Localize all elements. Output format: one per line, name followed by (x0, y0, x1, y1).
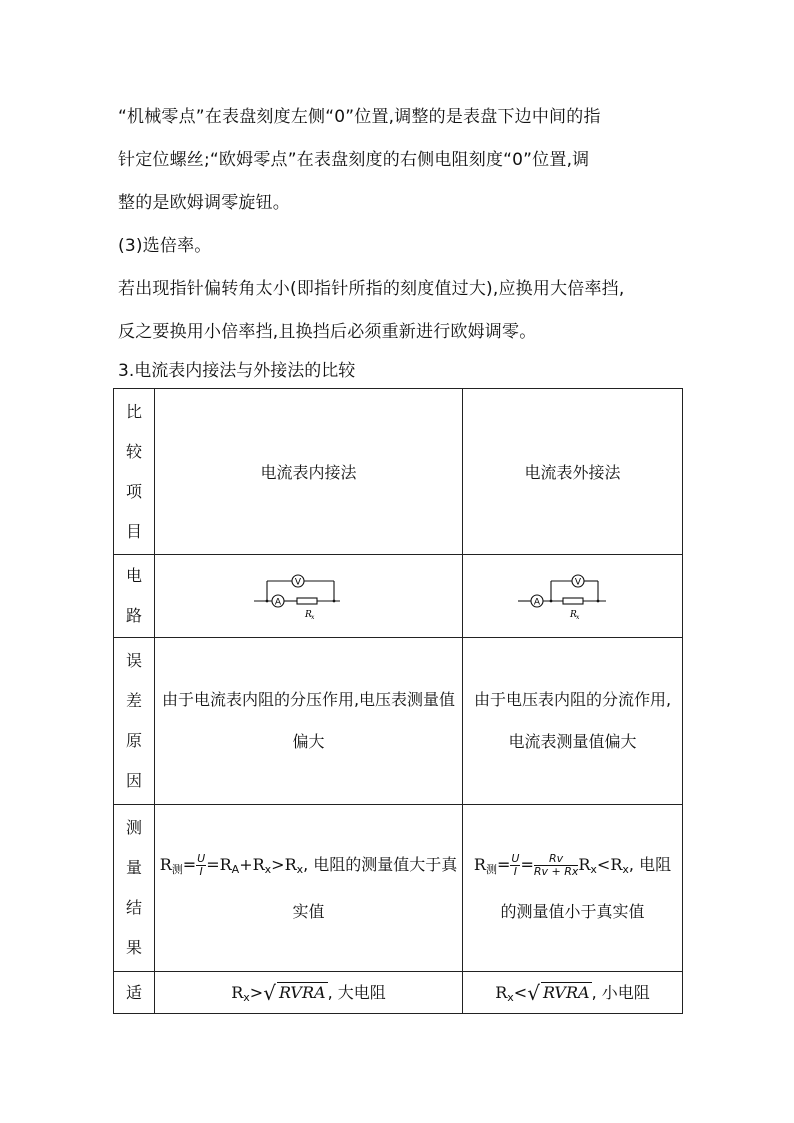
error-internal: 由于电流表内阻的分压作用,电压表测量值偏大 (155, 638, 463, 805)
section-title: 3.电流表内接法与外接法的比较 (118, 361, 356, 381)
rule-line-2: 反之要换用小倍率挡,且换挡后必须重新进行欧姆调零。 (118, 322, 537, 342)
table-row-circuit (114, 555, 683, 638)
apply-external: $R_x<√$ RVRA , 小电阻 (463, 972, 683, 1014)
table-row-header (114, 389, 683, 555)
apply-internal: $R_x>√$ RVRA , 大电阻 (155, 972, 463, 1014)
resistor-label: R (569, 610, 577, 620)
error-external: 由于电压表内阻的分流作用,电流表测量值偏大 (463, 638, 683, 805)
row-label-error: 误 差 原 因 (114, 638, 155, 805)
intro-line-2: 针定位螺丝;“欧姆零点”在表盘刻度的右侧电阻刻度“0”位置,调 (118, 150, 590, 170)
row-label-circuit: 电 路 (114, 555, 155, 638)
table-row-apply (114, 972, 683, 1014)
formula-fraction: $\frac{U}{I}$ (511, 851, 520, 878)
circuit-external-cell (463, 555, 683, 638)
resistor-label: R (304, 610, 312, 620)
header-internal: 电流表内接法 (155, 389, 463, 555)
voltmeter-symbol: V (574, 577, 581, 588)
svg-text:x: x (310, 614, 314, 621)
row-label-result: 测 量 结 果 (114, 805, 155, 972)
ammeter-symbol: A (274, 597, 281, 608)
circuit-internal-diagram (254, 566, 364, 626)
row-label-apply: 适 (114, 972, 155, 1014)
intro-paragraph (118, 96, 698, 354)
circuit-internal-cell (155, 555, 463, 638)
formula-fraction: $\frac{Rv}{Rv + Rx}$ (533, 851, 579, 878)
row-label-compare: 比 较 项 目 (114, 389, 155, 555)
rule-line-1: 若出现指针偏转角太小(即指针所指的刻度值过大),应换用大倍率挡, (118, 279, 625, 299)
result-internal: $R_测=$ $\frac{U}{I}$ $=R_A+R_x>R_x$, 电阻的测量值大于真实值 (155, 805, 463, 972)
comparison-table (113, 388, 683, 1014)
table-row-result (114, 805, 683, 972)
ammeter-symbol: A (533, 597, 540, 608)
step-3-heading: (3)选倍率。 (118, 236, 212, 256)
svg-text:x: x (575, 614, 579, 621)
intro-line-1: “机械零点”在表盘刻度左侧“0”位置,调整的是表盘下边中间的指 (118, 107, 601, 127)
voltmeter-symbol: V (294, 577, 301, 588)
table-row-error (114, 638, 683, 805)
intro-line-3: 整的是欧姆调零旋钮。 (118, 193, 290, 213)
formula-fraction: $\frac{U}{I}$ (197, 851, 206, 878)
result-external: $R_测=$ $\frac{U}{I}$ = $\frac{Rv}{Rv + Rx}$ $R_x<R_x$, 电阻的测量值小于真实值 (463, 805, 683, 972)
header-external: 电流表外接法 (463, 389, 683, 555)
circuit-external-diagram (518, 566, 628, 626)
